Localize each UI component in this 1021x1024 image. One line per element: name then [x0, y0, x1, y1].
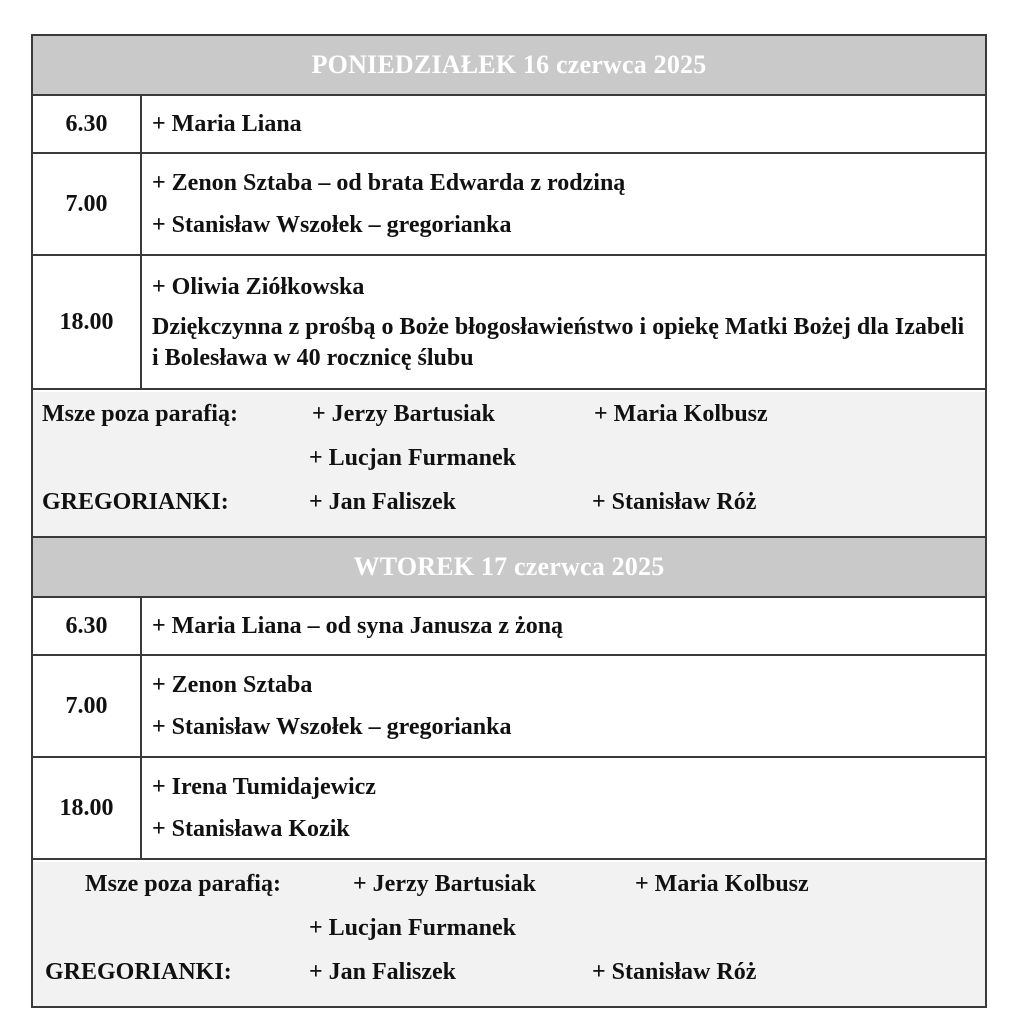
outside-parish-masses: [33, 862, 985, 1008]
mass-time: 18.00: [33, 758, 142, 858]
intention: + Zenon Sztaba: [152, 672, 313, 698]
mass-row: [33, 758, 985, 860]
mass-intentions: [142, 598, 985, 654]
intention: + Irena Tumidajewicz: [152, 774, 376, 800]
outside-name: + Maria Kolbusz: [635, 871, 809, 897]
mass-intentions: [142, 256, 985, 388]
day-header: WTOREK 17 czerwca 2025: [33, 538, 985, 598]
outside-name: + Maria Kolbusz: [594, 401, 768, 427]
mass-time: 18.00: [33, 256, 142, 388]
mass-intentions: [142, 154, 985, 254]
mass-intentions: [142, 96, 985, 152]
intention: + Stanisława Kozik: [152, 816, 350, 842]
intention: + Zenon Sztaba – od brata Edwarda z rodziną: [152, 170, 626, 196]
outside-name: + Lucjan Furmanek: [309, 915, 517, 941]
mass-time: 7.00: [33, 154, 142, 254]
outside-label: Msze poza parafią:: [85, 871, 281, 897]
gregorianka-name: + Jan Faliszek: [309, 489, 457, 515]
mass-row: [33, 154, 985, 256]
gregorianka-name: + Stanisław Róż: [592, 489, 757, 515]
intention: + Stanisław Wszołek – gregorianka: [152, 212, 512, 238]
mass-intentions: [142, 758, 985, 858]
gregorianki-label: GREGORIANKI:: [45, 959, 232, 985]
mass-time: 6.30: [33, 598, 142, 654]
mass-intentions: [142, 656, 985, 756]
outside-label: Msze poza parafią:: [42, 401, 238, 427]
mass-row: [33, 656, 985, 758]
gregorianka-name: + Jan Faliszek: [309, 959, 457, 985]
outside-name: + Jerzy Bartusiak: [312, 401, 495, 427]
gregorianka-name: + Stanisław Róż: [592, 959, 757, 985]
intention: + Maria Liana – od syna Janusza z żoną: [152, 613, 564, 639]
mass-row: [33, 256, 985, 390]
mass-row: [33, 598, 985, 656]
intention: + Maria Liana: [152, 111, 302, 137]
intention: Dziękczynna z prośbą o Boże błogosławieństwo i opiekę Matki Bożej dla Izabeli i Bolesława w 40 rocznicę ślubu: [152, 314, 965, 371]
outside-name: + Lucjan Furmanek: [309, 445, 517, 471]
day-header: PONIEDZIAŁEK 16 czerwca 2025: [33, 36, 985, 96]
intention: + Stanisław Wszołek – gregorianka: [152, 714, 512, 740]
outside-parish-masses: [33, 392, 985, 538]
mass-time: 6.30: [33, 96, 142, 152]
outside-name: + Jerzy Bartusiak: [353, 871, 536, 897]
intention: + Oliwia Ziółkowska: [152, 274, 365, 300]
mass-time: 7.00: [33, 656, 142, 756]
mass-row: [33, 96, 985, 154]
gregorianki-label: GREGORIANKI:: [42, 489, 229, 515]
mass-schedule-table: [31, 34, 987, 1008]
